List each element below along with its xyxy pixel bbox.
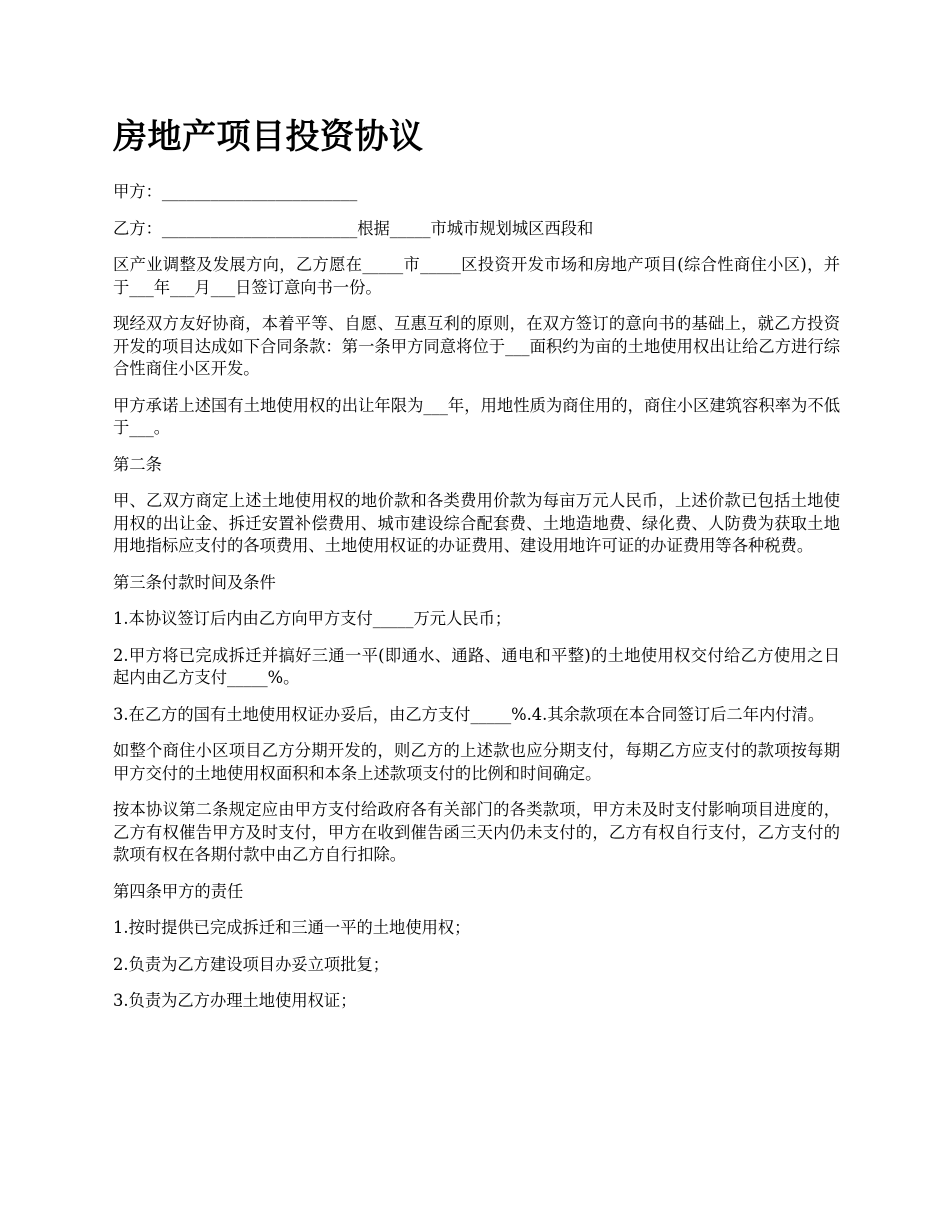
document-title: 房地产项目投资协议: [113, 117, 424, 157]
section-heading: 第三条付款时间及条件: [113, 572, 276, 592]
paragraph: 甲、乙双方商定上述土地使用权的地价款和各类费用价款为每亩万元人民币，上述价款已包括土地使用权的出让金、拆迁安置补偿费用、城市建设综合配套费、土地造地费、绿化费、人防费为获取土地用地指标应支付的各项费用、土地使用权证的办证费用、建设用地许可证的办证费用等各种税费。: [113, 491, 840, 555]
list-item: 2.负责为乙方建设项目办妥立项批复；: [113, 954, 390, 974]
document-body: [113, 108, 840, 1027]
paragraph: 按本协议第二条规定应由甲方支付给政府各有关部门的各类款项，甲方未及时支付影响项目进度的，乙方有权催告甲方及时支付，甲方在收到催告函三天内仍未支付的，乙方有权自行支付，乙方支付的款项有权在各期付款中由乙方自行扣除。: [113, 800, 840, 864]
section-heading: 第二条: [113, 454, 162, 474]
list-item: 1.本协议签订后内由乙方向甲方支付_____万元人民币；: [113, 609, 512, 628]
party-b-line: 乙方：________________________根据_____市城市规划城区西段和: [113, 218, 594, 238]
list-item: 3.负责为乙方办理土地使用权证；: [113, 991, 357, 1010]
list-item: 3.在乙方的国有土地使用权证办妥后，由乙方支付_____%.4.其余款项在本合同签订后二年内付清。: [113, 704, 825, 724]
paragraph: 如整个商住小区项目乙方分期开发的，则乙方的上述款也应分期支付，每期乙方应支付的款项按每期甲方交付的土地使用权面积和本条上述款项支付的比例和时间确定。: [113, 741, 840, 783]
paragraph: 现经双方友好协商，本着平等、自愿、互惠互利的原则，在双方签订的意向书的基础上，就乙方投资开发的项目达成如下合同条款：第一条甲方同意将位于___面积约为亩的土地使用权出让给乙方进行综合性商住小区开发。: [113, 314, 840, 378]
list-item: 1.按时提供已完成拆迁和三通一平的土地使用权；: [113, 918, 471, 937]
section-heading: 第四条甲方的责任: [113, 881, 244, 901]
paragraph: 甲方承诺上述国有土地使用权的出让年限为___年，用地性质为商住用的，商住小区建筑容积率为不低于___。: [113, 395, 840, 437]
paragraph: 区产业调整及发展方向，乙方愿在_____市_____区投资开发市场和房地产项目(综合性商住小区)，并于___年___月___日签订意向书一份。: [113, 255, 840, 297]
list-item: 2.甲方将已完成拆迁并搞好三通一平(即通水、通路、通电和平整)的土地使用权交付给乙方使用之日起内由乙方支付_____%。: [113, 645, 840, 687]
party-a-line: 甲方：________________________: [113, 182, 358, 201]
